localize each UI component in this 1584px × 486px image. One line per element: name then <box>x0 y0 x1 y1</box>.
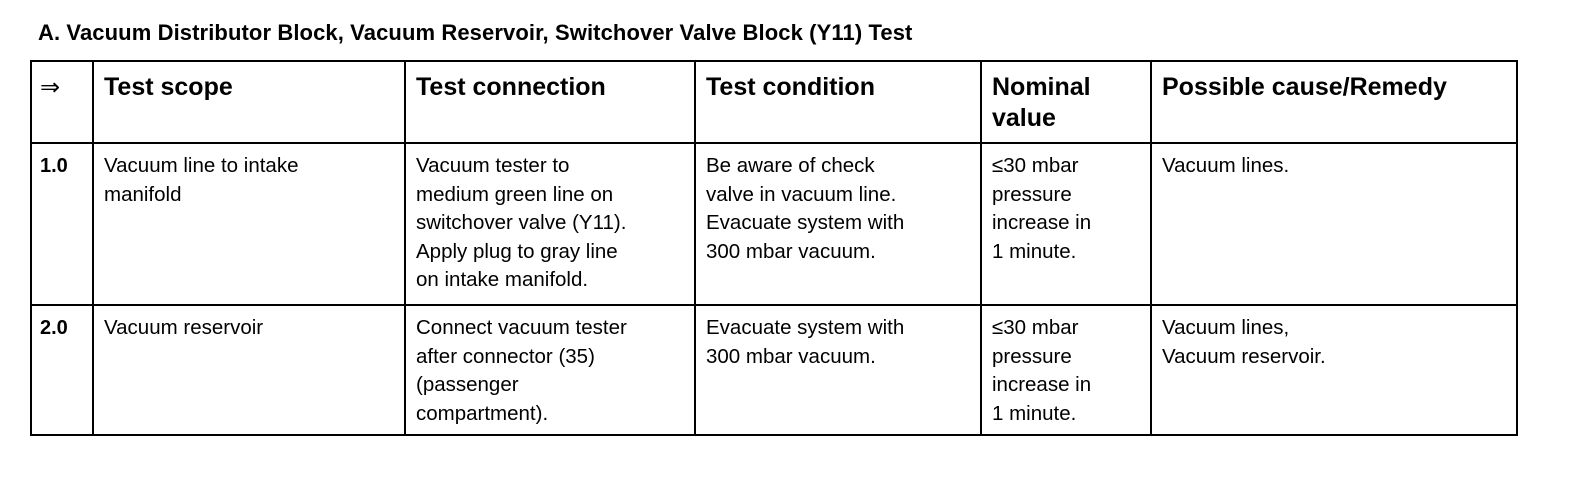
cell-nominal-value <box>981 143 1151 305</box>
cell-test-connection <box>405 305 695 435</box>
header-possible-cause: Possible cause/Remedy <box>1151 61 1517 143</box>
text-line: Evacuate system with <box>706 316 905 339</box>
text-line: Be aware of check <box>706 154 875 177</box>
cell-test-scope <box>93 143 405 305</box>
text-line: Vacuum reservoir. <box>1162 344 1326 368</box>
header-test-connection: Test connection <box>405 61 695 143</box>
text-line: Vacuum reservoir <box>104 316 264 339</box>
text-line: ≤30 mbar <box>992 316 1079 339</box>
text-line: medium green line on <box>416 182 614 206</box>
text-line: switchover valve (Y11). <box>416 211 627 234</box>
text-line: (passenger <box>416 373 519 396</box>
arrow-icon: ⇒ <box>31 61 93 143</box>
text-line: increase in <box>992 211 1092 234</box>
text-line: Vacuum line to intake <box>104 154 299 177</box>
step-number: 1.0 <box>31 143 93 305</box>
text-line: Connect vacuum tester <box>416 316 627 339</box>
header-test-scope: Test scope <box>93 61 405 143</box>
text-line: manifold <box>104 182 182 206</box>
text-line: 300 mbar vacuum. <box>706 239 876 263</box>
text-line: after connector (35) <box>416 344 595 368</box>
table-header-row <box>31 61 1517 143</box>
text-line: Apply plug to gray line <box>416 239 618 263</box>
step-number: 2.0 <box>31 305 93 435</box>
cell-possible-cause <box>1151 305 1517 435</box>
text-line: Vacuum lines, <box>1162 316 1290 339</box>
cell-possible-cause <box>1151 143 1517 305</box>
document-title: A. Vacuum Distributor Block, Vacuum Reservoir, Switchover Valve Block (Y11) Test <box>38 20 913 45</box>
text-line: on intake manifold. <box>416 268 589 291</box>
table-row <box>31 143 1517 305</box>
cell-test-scope <box>93 305 405 435</box>
text-line: pressure <box>992 344 1072 368</box>
cell-test-condition <box>695 305 981 435</box>
text-line: 1 minute. <box>992 401 1077 425</box>
header-nominal-value-line: Nominal <box>992 73 1091 101</box>
cell-test-connection <box>405 143 695 305</box>
text-line: 300 mbar vacuum. <box>706 344 876 368</box>
table-row <box>31 305 1517 435</box>
text-line: 1 minute. <box>992 239 1077 263</box>
text-line: Vacuum lines. <box>1162 154 1290 177</box>
text-line: Vacuum tester to <box>416 154 570 177</box>
text-line: increase in <box>992 373 1092 396</box>
header-nominal-value <box>981 61 1151 143</box>
cell-nominal-value <box>981 305 1151 435</box>
text-line: valve in vacuum line. <box>706 182 897 206</box>
test-table <box>30 60 1518 436</box>
cell-test-condition <box>695 143 981 305</box>
text-line: compartment). <box>416 401 549 425</box>
text-line: ≤30 mbar <box>992 154 1079 177</box>
text-line: pressure <box>992 182 1072 206</box>
header-test-condition: Test condition <box>695 61 981 143</box>
text-line: Evacuate system with <box>706 211 905 234</box>
header-nominal-value-line: value <box>992 104 1056 132</box>
